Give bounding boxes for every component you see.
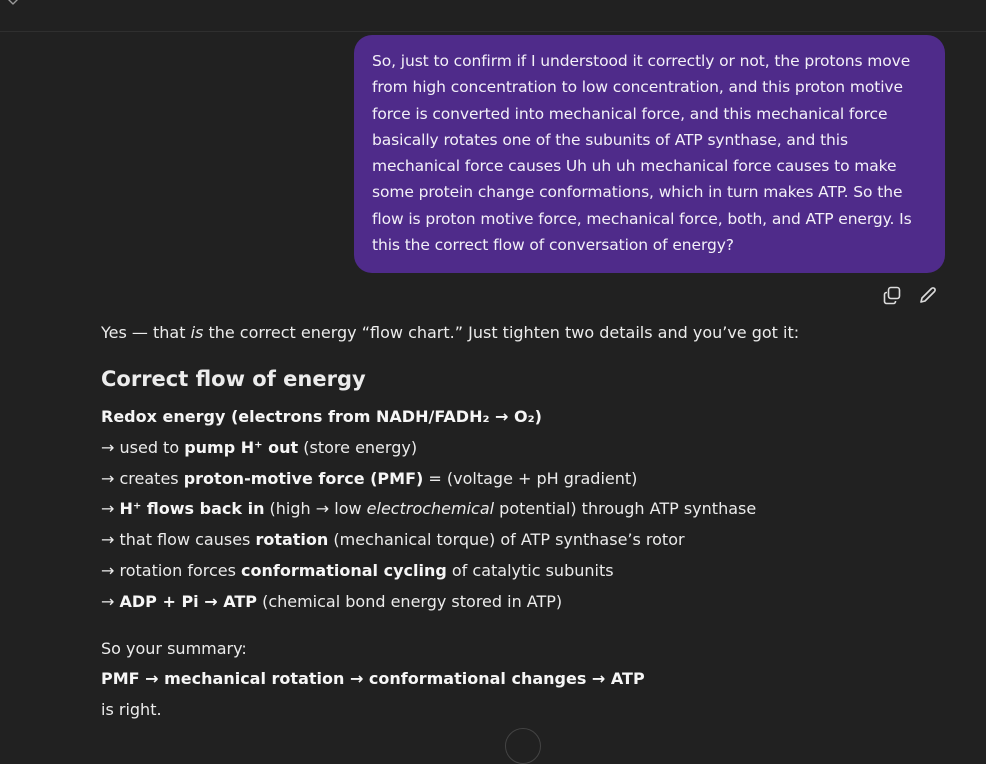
intro-text-rest: the correct energy “flow chart.” Just tighten two details and you’ve got it:	[203, 323, 800, 342]
flow-step-bold: ADP + Pi → ATP	[119, 591, 257, 611]
flow-step-bold: pump H⁺ out	[184, 437, 299, 457]
flow-step-text: → creates	[101, 468, 184, 488]
flow-step-text: → used to	[101, 437, 185, 457]
flow-step-bold: proton-motive force (PMF)	[183, 468, 424, 488]
edit-icon[interactable]	[918, 285, 938, 305]
flow-step-redox	[101, 402, 961, 433]
assistant-message	[101, 318, 961, 725]
scroll-down-button[interactable]	[505, 728, 541, 764]
top-bar	[0, 0, 986, 32]
copy-icon[interactable]	[882, 285, 902, 305]
flow-step-italic: electrochemical	[366, 499, 495, 519]
energy-flow-list	[101, 402, 961, 618]
flow-step-pump	[101, 433, 961, 464]
flow-step-bold: conformational cycling	[241, 560, 447, 580]
flow-step-text: → that flow causes	[101, 530, 256, 550]
chevron-down-icon[interactable]	[5, 0, 21, 10]
flow-step-text: →	[101, 499, 120, 519]
summary-chain	[101, 664, 961, 695]
flow-step-text: potential) through ATP synthase	[494, 499, 757, 519]
flow-step-bold: H⁺ flows back in	[119, 499, 265, 519]
flow-step-conformational	[101, 556, 961, 587]
user-message-text: So, just to confirm if I understood it correctly or not, the protons move from high concentration to low concentration, and this proton motive force is converted into mechanical force, and this mechanical force basically rotates one of the subunits of ATP synthase, and this mechanical force causes Uh uh uh mechanical force causes to make some protein change conformations, which in turn makes ATP. So the flow is proton motive force, mechanical force, both, and ATP energy. Is this the correct flow of conversation of energy?	[372, 52, 912, 255]
flow-step-text: → rotation forces	[101, 560, 242, 580]
intro-text: Yes — that	[101, 323, 191, 342]
flow-step-text: = (voltage + pH gradient)	[423, 468, 638, 488]
flow-step-text: →	[101, 591, 120, 611]
flow-step-atp	[101, 587, 961, 618]
flow-step-text: (chemical bond energy stored in ATP)	[256, 591, 563, 611]
intro-emphasis: is	[190, 323, 204, 342]
flow-step-text: of catalytic subunits	[446, 560, 614, 580]
assistant-intro	[101, 318, 961, 348]
flow-step-text: (mechanical torque) of ATP synthase’s rotor	[328, 530, 685, 550]
summary-chain-text: PMF → mechanical rotation → conformational changes → ATP	[101, 669, 645, 689]
message-actions	[882, 285, 942, 305]
user-message-bubble	[354, 35, 945, 273]
flow-step-flow-back	[101, 494, 961, 525]
summary-tail: is right.	[101, 699, 162, 719]
section-heading: Correct flow of energy	[101, 367, 366, 391]
summary-label: So your summary:	[101, 638, 247, 658]
flow-step-pmf	[101, 464, 961, 495]
flow-step-text: Redox energy (electrons from NADH/FADH₂ → O₂)	[101, 407, 542, 426]
summary-block	[101, 634, 961, 726]
flow-step-text: (store energy)	[298, 437, 418, 457]
flow-step-rotation	[101, 525, 961, 556]
flow-step-bold: rotation	[255, 530, 329, 550]
flow-step-text: (high → low	[264, 499, 367, 519]
